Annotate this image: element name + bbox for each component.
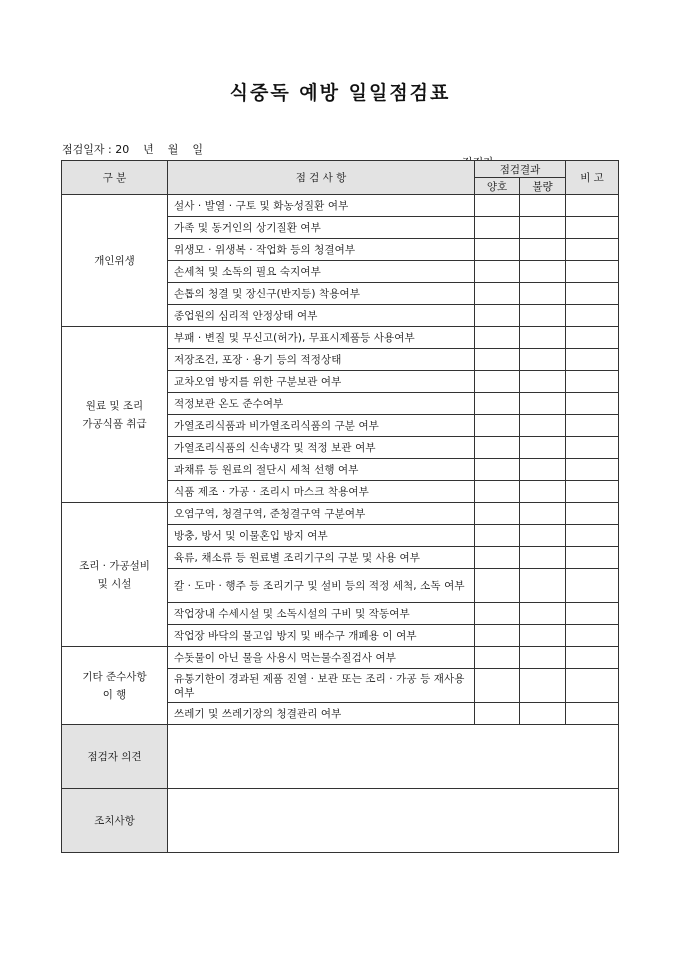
header-category: 구 분 — [62, 161, 168, 195]
remarks-cell[interactable] — [566, 647, 619, 669]
remarks-cell[interactable] — [566, 503, 619, 525]
good-cell[interactable] — [475, 547, 520, 569]
bad-cell[interactable] — [520, 261, 566, 283]
bad-cell[interactable] — [520, 525, 566, 547]
remarks-cell[interactable] — [566, 603, 619, 625]
checklist-table — [61, 160, 619, 853]
header-items: 점 검 사 항 — [168, 161, 475, 195]
check-item: 유통기한이 경과된 제품 진열 · 보관 또는 조리 · 가공 등 재사용여부 — [168, 669, 475, 703]
good-cell[interactable] — [475, 349, 520, 371]
check-item: 작업장내 수세시설 및 소독시설의 구비 및 작동여부 — [168, 603, 475, 625]
remarks-cell[interactable] — [566, 283, 619, 305]
good-cell[interactable] — [475, 503, 520, 525]
remarks-cell[interactable] — [566, 371, 619, 393]
action-taken-label: 조치사항 — [62, 789, 168, 853]
good-cell[interactable] — [475, 703, 520, 725]
inspector-opinion-field[interactable] — [168, 725, 619, 789]
check-item: 과채류 등 원료의 절단시 세척 선행 여부 — [168, 459, 475, 481]
remarks-cell[interactable] — [566, 239, 619, 261]
bad-cell[interactable] — [520, 239, 566, 261]
good-cell[interactable] — [475, 217, 520, 239]
check-item: 식품 제조 · 가공 · 조리시 마스크 착용여부 — [168, 481, 475, 503]
header-good: 양호 — [475, 178, 520, 195]
good-cell[interactable] — [475, 283, 520, 305]
check-item: 부패 · 변질 및 무신고(허가), 무표시제품등 사용여부 — [168, 327, 475, 349]
remarks-cell[interactable] — [566, 569, 619, 603]
remarks-cell[interactable] — [566, 415, 619, 437]
check-item: 오염구역, 청결구역, 준청결구역 구분여부 — [168, 503, 475, 525]
remarks-cell[interactable] — [566, 393, 619, 415]
remarks-cell[interactable] — [566, 327, 619, 349]
check-item: 쓰레기 및 쓰레기장의 청결관리 여부 — [168, 703, 475, 725]
check-item: 손톱의 청결 및 장신구(반지등) 착용여부 — [168, 283, 475, 305]
good-cell[interactable] — [475, 625, 520, 647]
good-cell[interactable] — [475, 305, 520, 327]
bad-cell[interactable] — [520, 503, 566, 525]
remarks-cell[interactable] — [566, 305, 619, 327]
remarks-cell[interactable] — [566, 217, 619, 239]
check-item: 적정보관 온도 준수여부 — [168, 393, 475, 415]
bad-cell[interactable] — [520, 327, 566, 349]
bad-cell[interactable] — [520, 195, 566, 217]
action-taken-field[interactable] — [168, 789, 619, 853]
check-item: 가열조리식품과 비가열조리식품의 구분 여부 — [168, 415, 475, 437]
header-remarks: 비 고 — [566, 161, 619, 195]
bad-cell[interactable] — [520, 459, 566, 481]
inspection-date-label: 점검일자 : 20 년 월 일 — [62, 143, 204, 156]
good-cell[interactable] — [475, 415, 520, 437]
good-cell[interactable] — [475, 437, 520, 459]
remarks-cell[interactable] — [566, 547, 619, 569]
check-item: 종업원의 심리적 안정상태 여부 — [168, 305, 475, 327]
good-cell[interactable] — [475, 525, 520, 547]
check-item: 가열조리식품의 신속냉각 및 적정 보관 여부 — [168, 437, 475, 459]
check-item: 손세척 및 소독의 필요 숙지여부 — [168, 261, 475, 283]
check-item: 가족 및 동거인의 상기질환 여부 — [168, 217, 475, 239]
remarks-cell[interactable] — [566, 525, 619, 547]
check-item: 저장조건, 포장 · 용기 등의 적정상태 — [168, 349, 475, 371]
bad-cell[interactable] — [520, 603, 566, 625]
remarks-cell[interactable] — [566, 703, 619, 725]
category-facilities: 조리 · 가공설비 및 시설 — [62, 503, 168, 647]
good-cell[interactable] — [475, 393, 520, 415]
remarks-cell[interactable] — [566, 481, 619, 503]
good-cell[interactable] — [475, 569, 520, 603]
check-item: 위생모 · 위생복 · 작업화 등의 청결여부 — [168, 239, 475, 261]
good-cell[interactable] — [475, 327, 520, 349]
bad-cell[interactable] — [520, 703, 566, 725]
category-other-compliance: 기타 준수사항 이 행 — [62, 647, 168, 725]
check-item: 교차오염 방지를 위한 구분보관 여부 — [168, 371, 475, 393]
remarks-cell[interactable] — [566, 669, 619, 703]
inspector-opinion-label: 점검자 의견 — [62, 725, 168, 789]
bad-cell[interactable] — [520, 569, 566, 603]
good-cell[interactable] — [475, 647, 520, 669]
check-item: 작업장 바닥의 물고임 방지 및 배수구 개폐용 이 여부 — [168, 625, 475, 647]
bad-cell[interactable] — [520, 647, 566, 669]
good-cell[interactable] — [475, 195, 520, 217]
header-result: 점검결과 — [475, 161, 566, 178]
bad-cell[interactable] — [520, 437, 566, 459]
check-item: 수돗물이 아닌 물을 사용시 먹는물수질검사 여부 — [168, 647, 475, 669]
category-personal-hygiene: 개인위생 — [62, 195, 168, 327]
remarks-cell[interactable] — [566, 625, 619, 647]
remarks-cell[interactable] — [566, 349, 619, 371]
bad-cell[interactable] — [520, 349, 566, 371]
bad-cell[interactable] — [520, 625, 566, 647]
bad-cell[interactable] — [520, 547, 566, 569]
bad-cell[interactable] — [520, 283, 566, 305]
check-item: 육류, 채소류 등 원료별 조리기구의 구분 및 사용 여부 — [168, 547, 475, 569]
bad-cell[interactable] — [520, 371, 566, 393]
good-cell[interactable] — [475, 481, 520, 503]
good-cell[interactable] — [475, 669, 520, 703]
bad-cell[interactable] — [520, 415, 566, 437]
bad-cell[interactable] — [520, 393, 566, 415]
page-title: 식중독 예방 일일점검표 — [229, 82, 451, 104]
remarks-cell[interactable] — [566, 261, 619, 283]
remarks-cell[interactable] — [566, 459, 619, 481]
bad-cell[interactable] — [520, 481, 566, 503]
remarks-cell[interactable] — [566, 195, 619, 217]
good-cell[interactable] — [475, 261, 520, 283]
good-cell[interactable] — [475, 239, 520, 261]
bad-cell[interactable] — [520, 217, 566, 239]
good-cell[interactable] — [475, 371, 520, 393]
bad-cell[interactable] — [520, 305, 566, 327]
remarks-cell[interactable] — [566, 437, 619, 459]
check-item: 설사 · 발열 · 구토 및 화농성질환 여부 — [168, 195, 475, 217]
good-cell[interactable] — [475, 603, 520, 625]
category-raw-materials: 원료 및 조리 가공식품 취급 — [62, 327, 168, 503]
good-cell[interactable] — [475, 459, 520, 481]
bad-cell[interactable] — [520, 669, 566, 703]
check-item: 칼 · 도마 · 행주 등 조리기구 및 설비 등의 적정 세척, 소독 여부 — [168, 569, 475, 603]
check-item: 방충, 방서 및 이물혼입 방지 여부 — [168, 525, 475, 547]
header-bad: 불량 — [520, 178, 566, 195]
